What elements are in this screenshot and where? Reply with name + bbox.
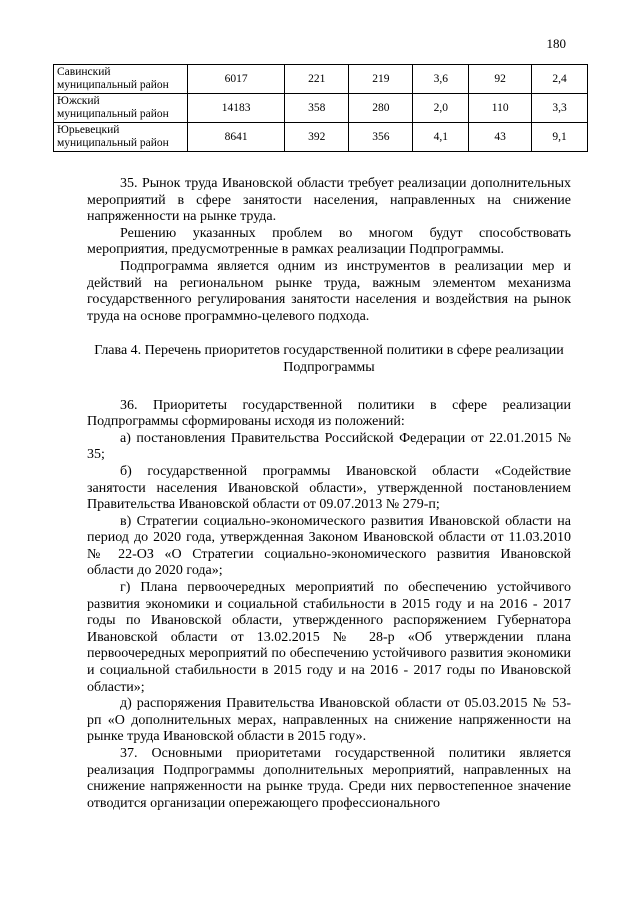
table-row	[54, 123, 588, 152]
chapter-heading: Глава 4. Перечень приоритетов государственной политики в сфере реализации Подпрограммы	[94, 343, 564, 375]
statistics-table	[53, 64, 588, 152]
table-cell: 9,1	[532, 123, 588, 152]
paragraph-35: 35. Рынок труда Ивановской области требует реализации дополнительных мероприятий в сфере занятости населения, направленных на снижение напряженности на рынке труда.	[87, 176, 571, 225]
table-cell: 280	[349, 94, 413, 123]
table-cell: 358	[285, 94, 349, 123]
table-row	[54, 65, 588, 94]
list-item-d: г) Плана первоочередных мероприятий по обеспечению устойчивого развития экономики и социальной стабильности в 2015 году и на 2016 - 2017 годы по Ивановской области, утвержденного распоряжением Губернатора Ивановской области от 13.02.2015 № 28-р «Об утверждении плана первоочередных мероприятий по обеспечению устойчивого развития экономики и социальной стабильности в 2015 году и на 2016 - 2017 годы по Ивановской области»;	[87, 580, 571, 695]
table-cell: 8641	[188, 123, 285, 152]
table-cell: 219	[349, 65, 413, 94]
paragraph-35-instrument: Подпрограмма является одним из инструментов в реализации мер и действий на региональном рынке труда, важным элементом механизма государственного регулирования занятости населения и воздействия на рынок труда на основе программно-целевого подхода.	[87, 258, 571, 324]
table-cell: 2,0	[413, 94, 469, 123]
table-cell: 3,3	[532, 94, 588, 123]
table-cell: 2,4	[532, 65, 588, 94]
table-row	[54, 94, 588, 123]
district-name-line: Юрьевецкий	[57, 124, 120, 136]
list-item-b: б) государственной программы Ивановской области «Содействие занятости населения Ивановской области», утвержденной постановлением Правительства Ивановской области от 09.07.2013 № 279-п;	[87, 463, 571, 513]
list-item-c: в) Стратегии социально-экономического развития Ивановской области на период до 2020 года, утвержденная Законом Ивановской области от 11.03.2010 № 22-ОЗ «О Стратегии социально-экономического развития Ивановской области до 2020 года»;	[87, 513, 571, 579]
table-cell: 14183	[188, 94, 285, 123]
district-name-line: муниципальный район	[57, 108, 169, 120]
paragraph-35-problems: Решению указанных проблем во многом будут способствовать мероприятия, предусмотренные в рамках реализации Подпрограммы.	[87, 225, 571, 258]
document-body	[87, 176, 571, 812]
district-name-cell	[54, 94, 188, 123]
district-name-line: Южский	[57, 95, 100, 107]
district-name-line: Савинский	[57, 66, 111, 78]
district-name-cell	[54, 123, 188, 152]
paragraph-36: 36. Приоритеты государственной политики в сфере реализации Подпрограммы сформированы исходя из положений:	[87, 397, 571, 430]
table-cell: 392	[285, 123, 349, 152]
table-cell: 92	[469, 65, 532, 94]
district-name-line: муниципальный район	[57, 79, 169, 91]
table-cell: 43	[469, 123, 532, 152]
list-item-a: а) постановления Правительства Российской Федерации от 22.01.2015 № 35;	[87, 430, 571, 463]
list-item-e: д) распоряжения Правительства Ивановской области от 05.03.2015 № 53-рп «О дополнительных мерах, направленных на снижение напряженности на рынке труда Ивановской области в 2015 году».	[87, 696, 571, 745]
table-cell: 3,6	[413, 65, 469, 94]
table-cell: 4,1	[413, 123, 469, 152]
table-cell: 356	[349, 123, 413, 152]
paragraph-37: 37. Основными приоритетами государственной политики является реализация Подпрограммы дополнительных мероприятий, направленных на снижение напряженности на рынке труда. Среди них первостепенное значение отводится организации опережающего профессионального	[87, 746, 571, 811]
district-name-cell	[54, 65, 188, 94]
table-cell: 6017	[188, 65, 285, 94]
table-cell: 110	[469, 94, 532, 123]
table-cell: 221	[285, 65, 349, 94]
page-number: 180	[546, 36, 566, 51]
district-name-line: муниципальный район	[57, 137, 169, 149]
